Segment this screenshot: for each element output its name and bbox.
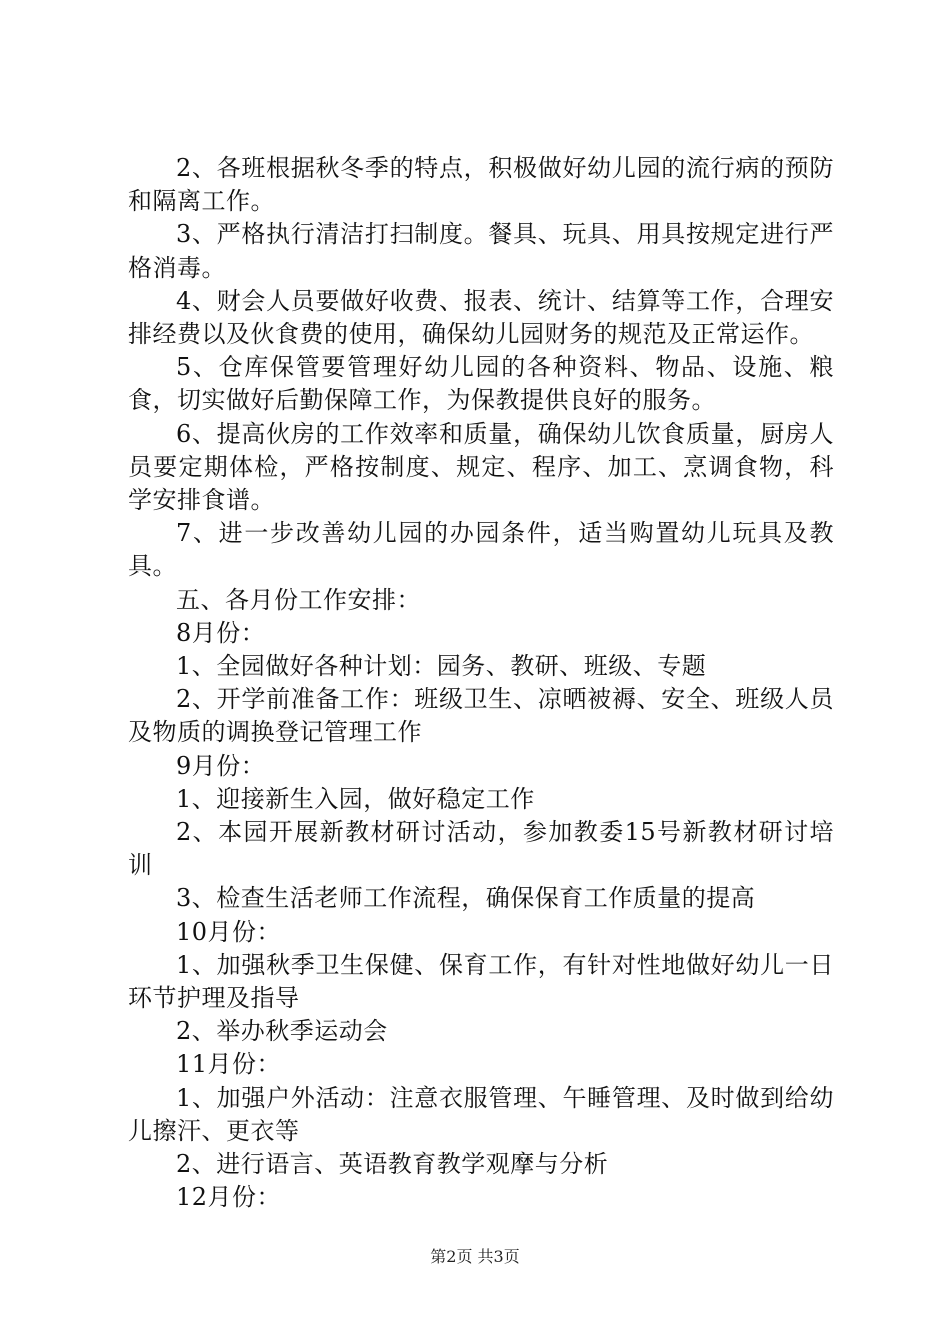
paragraph: 1、加强户外活动：注意衣服管理、午睡管理、及时做到给幼儿擦汗、更衣等 [128,1083,834,1145]
section-heading: 五、各月份工作安排： [176,585,421,614]
paragraph: 6、提高伙房的工作效率和质量，确保幼儿饮食质量，厨房人员要定期体检，严格按制度、规定、程序、加工、烹调食物，科学安排食谱。 [128,419,834,515]
paragraph: 1、迎接新生入园，做好稳定工作 [176,784,535,813]
paragraph: 2、举办秋季运动会 [176,1017,388,1046]
paragraph: 2、开学前准备工作：班级卫生、凉晒被褥、安全、班级人员及物质的调换登记管理工作 [128,685,834,747]
document-body [128,152,834,1215]
paragraph: 2、进行语言、英语教育教学观摩与分析 [176,1150,609,1179]
paragraph: 4、财会人员要做好收费、报表、统计、结算等工作，合理安排经费以及伙食费的使用，确保幼儿园财务的规范及正常运作。 [128,286,834,349]
month-heading: 9月份： [176,751,266,780]
page-number-footer: 第2页 共3页 [430,1247,520,1266]
paragraph: 1、全园做好各种计划：园务、教研、班级、专题 [176,652,707,681]
paragraph: 3、检查生活老师工作流程，确保保育工作质量的提高 [176,884,756,913]
paragraph: 2、本园开展新教材研讨活动，参加教委15号新教材研讨培训 [128,818,834,880]
month-heading: 10月份： [176,917,282,946]
paragraph: 3、严格执行清洁打扫制度。餐具、玩具、用具按规定进行严格消毒。 [128,220,834,282]
paragraph: 5、仓库保管要管理好幼儿园的各种资料、物品、设施、粮食，切实做好后勤保障工作，为保教提供良好的服务。 [128,353,834,415]
month-heading: 12月份： [176,1183,282,1212]
month-heading: 8月份： [176,618,266,647]
paragraph: 1、加强秋季卫生保健、保育工作，有针对性地做好幼儿一日环节护理及指导 [128,950,834,1013]
month-heading: 11月份： [176,1050,282,1079]
paragraph: 2、各班根据秋冬季的特点，积极做好幼儿园的流行病的预防和隔离工作。 [128,154,834,216]
paragraph: 7、进一步改善幼儿园的办园条件，适当购置幼儿玩具及教具。 [128,519,834,581]
